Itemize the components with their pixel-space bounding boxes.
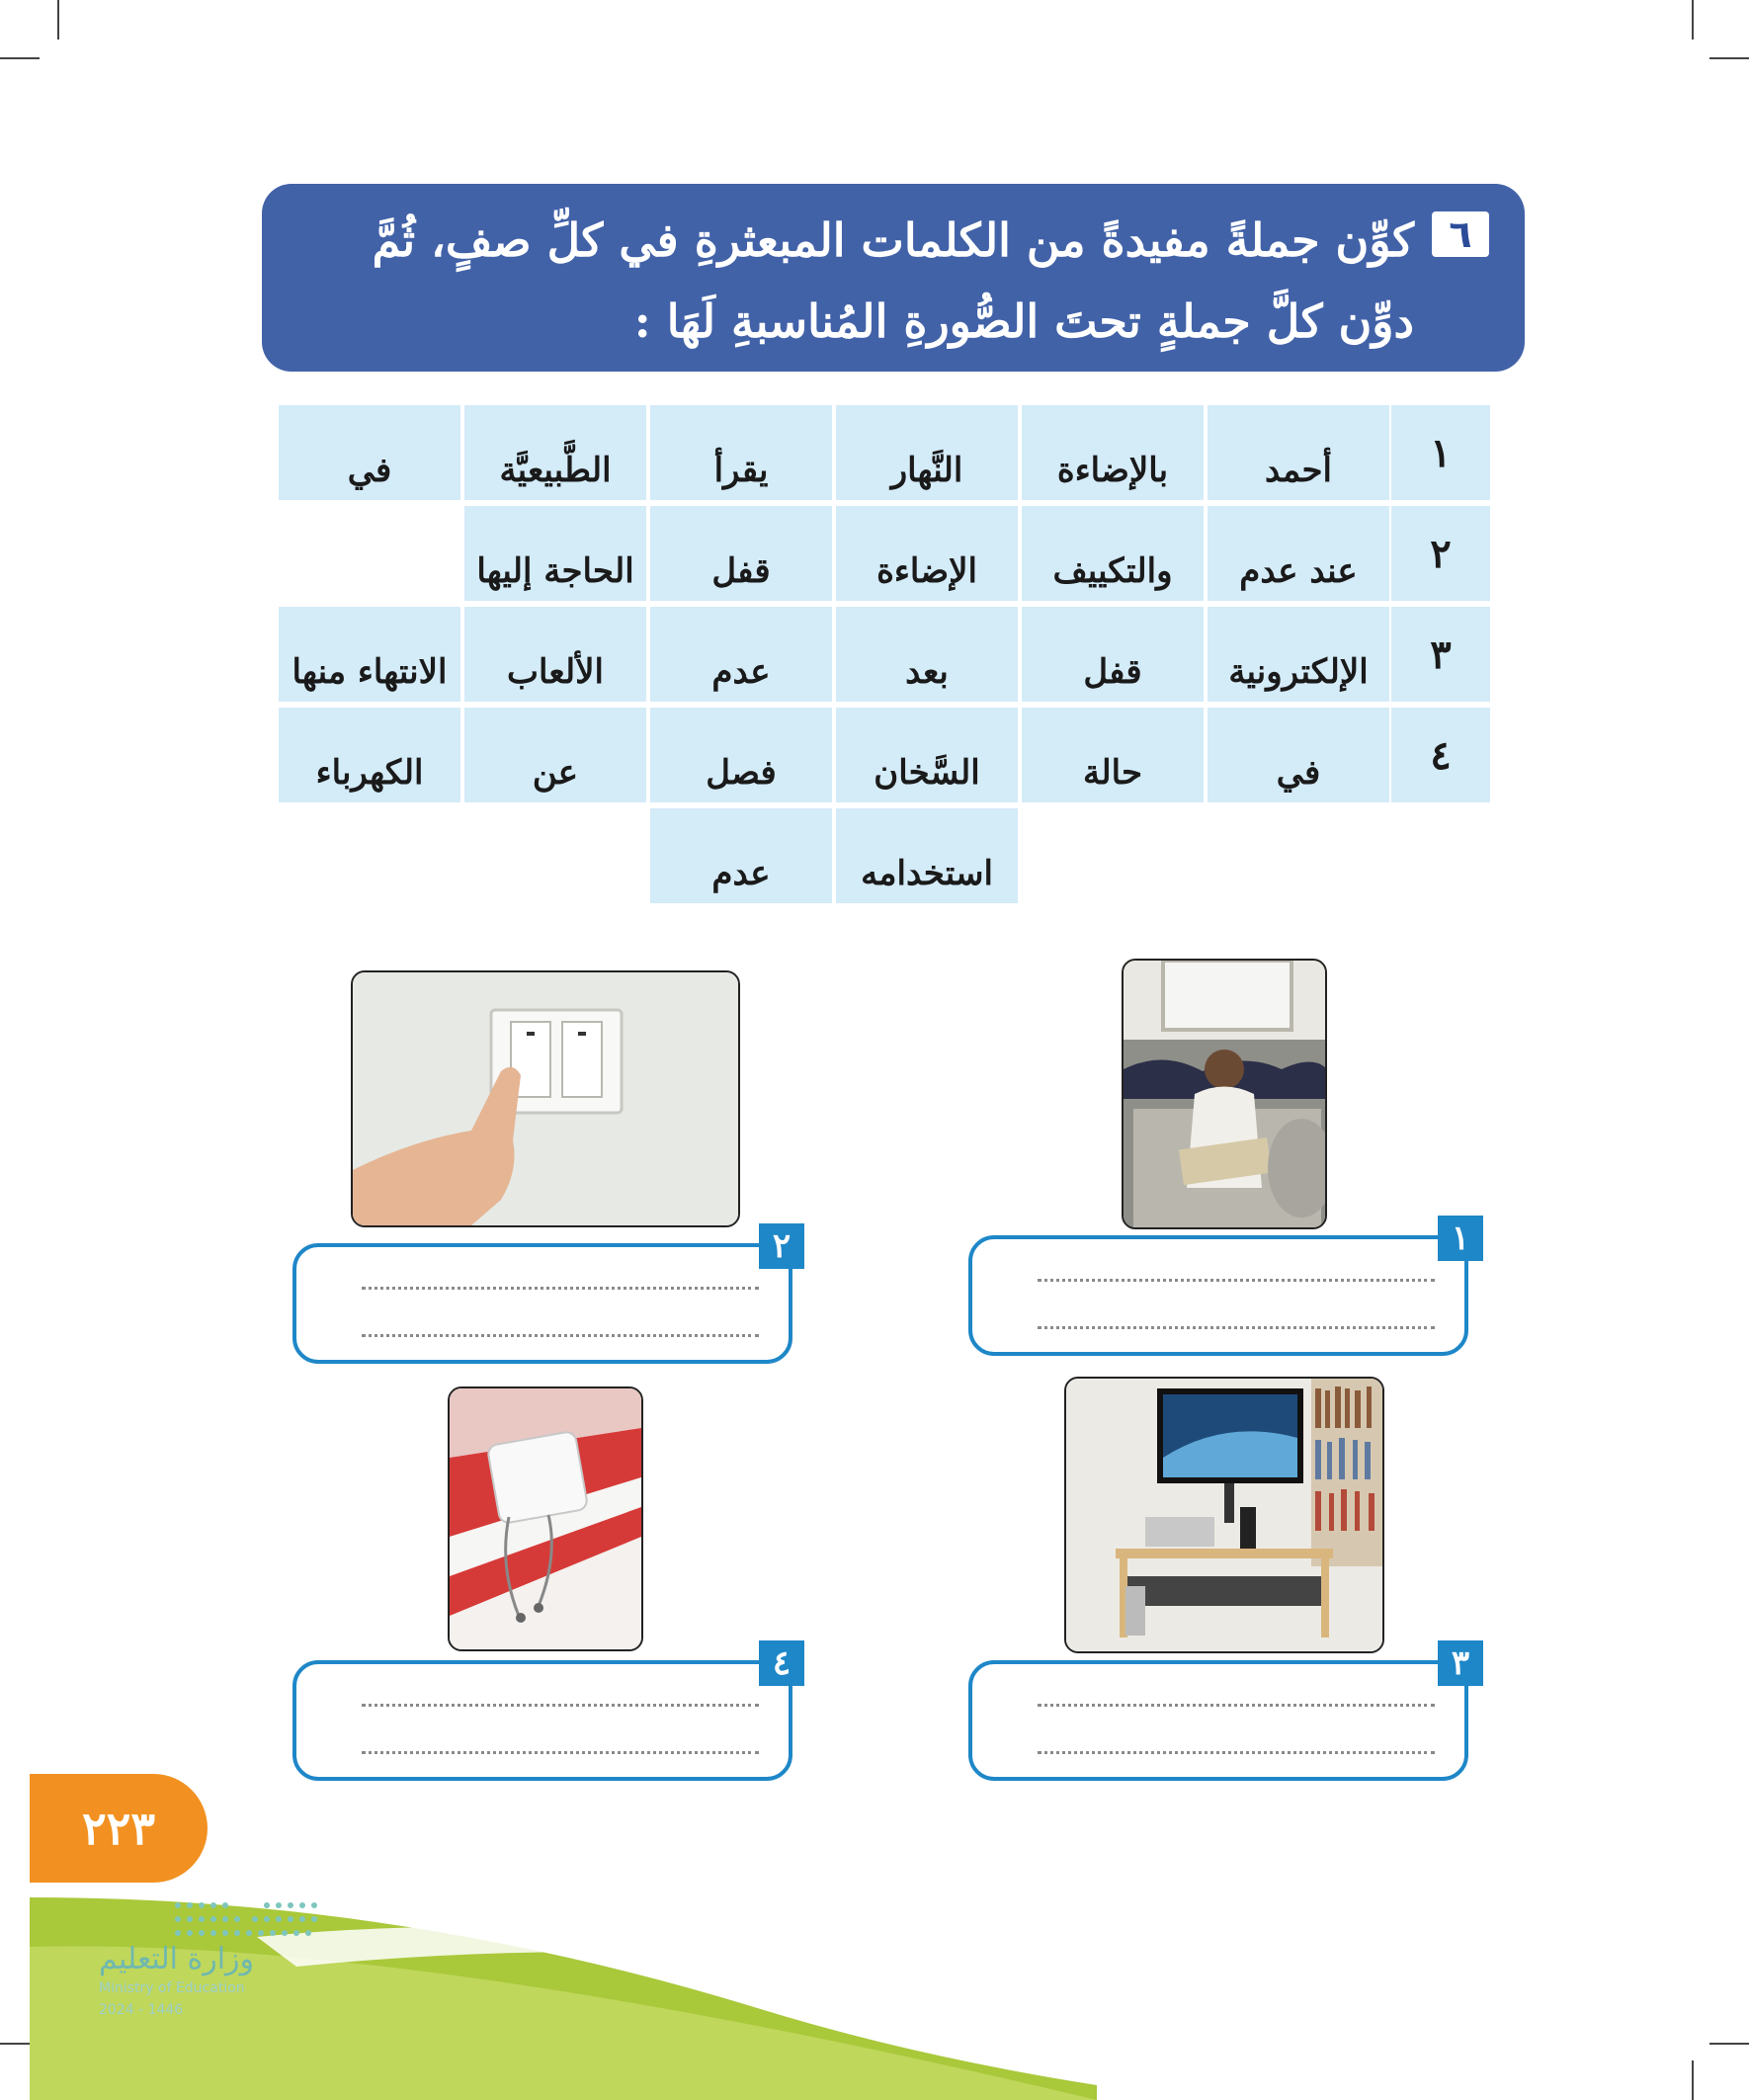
word-cell: الألعاب	[464, 607, 646, 702]
crop-mark	[0, 57, 40, 59]
question-number: ٦	[1432, 211, 1489, 257]
answer-box-1[interactable]	[968, 1235, 1468, 1356]
word-cell: الإلكترونية	[1208, 607, 1389, 702]
word-cell: الإضاءة	[836, 506, 1018, 601]
picture-label-3: ٣	[1438, 1640, 1483, 1686]
boy-reading-photo	[1122, 959, 1327, 1229]
picture-label-1: ١	[1438, 1216, 1483, 1261]
answer-line[interactable]	[1038, 1279, 1435, 1282]
word-grid	[269, 405, 1490, 904]
crop-mark	[1709, 57, 1749, 59]
word-cell: النَّهار	[836, 405, 1018, 500]
word-cell: السَّخان	[836, 708, 1018, 802]
word-cell: بعد	[836, 607, 1018, 702]
ministry-logo-english: Ministry of Education	[99, 1980, 245, 1996]
question-instruction: كوِّن جملةً مفيدةً من الكلمات المبعثرةِ في كلِّ صفٍ، ثُمَّ دوِّن كلَّ جملةٍ تحتَ الصُّورةِ المُناسبةِ لَهَا :	[372, 213, 1414, 348]
question-header	[262, 184, 1525, 372]
word-cell: فصل	[650, 708, 832, 802]
answer-line[interactable]	[362, 1751, 759, 1754]
crop-mark	[57, 0, 59, 40]
answer-line[interactable]	[1038, 1326, 1435, 1329]
crop-mark	[1692, 2060, 1694, 2100]
word-cell: قفل	[1022, 607, 1204, 702]
row-number: ٣	[1391, 607, 1490, 702]
crop-mark	[1692, 0, 1694, 40]
page-number: ٢٢٣	[30, 1774, 208, 1883]
light-switch-photo	[351, 970, 740, 1227]
answer-box-3[interactable]	[968, 1660, 1468, 1781]
word-cell: عدم	[650, 607, 832, 702]
ministry-logo-arabic: وزارة التعليم	[99, 1942, 255, 1976]
picture-label-2: ٢	[759, 1223, 804, 1269]
row-number: ٢	[1391, 506, 1490, 601]
word-cell: بالإضاءة	[1022, 405, 1204, 500]
answer-line[interactable]	[362, 1287, 759, 1290]
word-cell: الكهرباء	[279, 708, 460, 802]
word-cell: حالة	[1022, 708, 1204, 802]
word-cell: في	[279, 405, 460, 500]
picture-label-4: ٤	[759, 1640, 804, 1686]
word-cell: الطَّبيعيَّة	[464, 405, 646, 500]
answer-box-2[interactable]	[292, 1243, 792, 1364]
row-number: ١	[1391, 405, 1490, 500]
answer-box-4[interactable]	[292, 1660, 792, 1781]
word-cell: أحمد	[1208, 405, 1389, 500]
word-cell: يقرأ	[650, 405, 832, 500]
word-cell: في	[1208, 708, 1389, 802]
word-cell: استخدامه	[836, 808, 1018, 903]
word-cell: قفل	[650, 506, 832, 601]
ministry-logo-year: 2024 - 1446	[99, 2002, 184, 2018]
word-cell: عند عدم	[1208, 506, 1389, 601]
word-cell: عدم	[650, 808, 832, 903]
crop-mark	[1709, 2043, 1749, 2045]
answer-line[interactable]	[1038, 1704, 1435, 1707]
water-heater-photo	[448, 1386, 643, 1651]
word-cell: الانتهاء منها	[279, 607, 460, 702]
logo-dots-icon	[168, 1897, 326, 1943]
word-cell: الحاجة إليها	[464, 506, 646, 601]
answer-line[interactable]	[362, 1334, 759, 1337]
word-cell: والتكييف	[1022, 506, 1204, 601]
row-number: ٤	[1391, 708, 1490, 802]
answer-line[interactable]	[1038, 1751, 1435, 1754]
answer-line[interactable]	[362, 1704, 759, 1707]
tv-electronics-photo	[1064, 1377, 1384, 1653]
word-cell: عن	[464, 708, 646, 802]
